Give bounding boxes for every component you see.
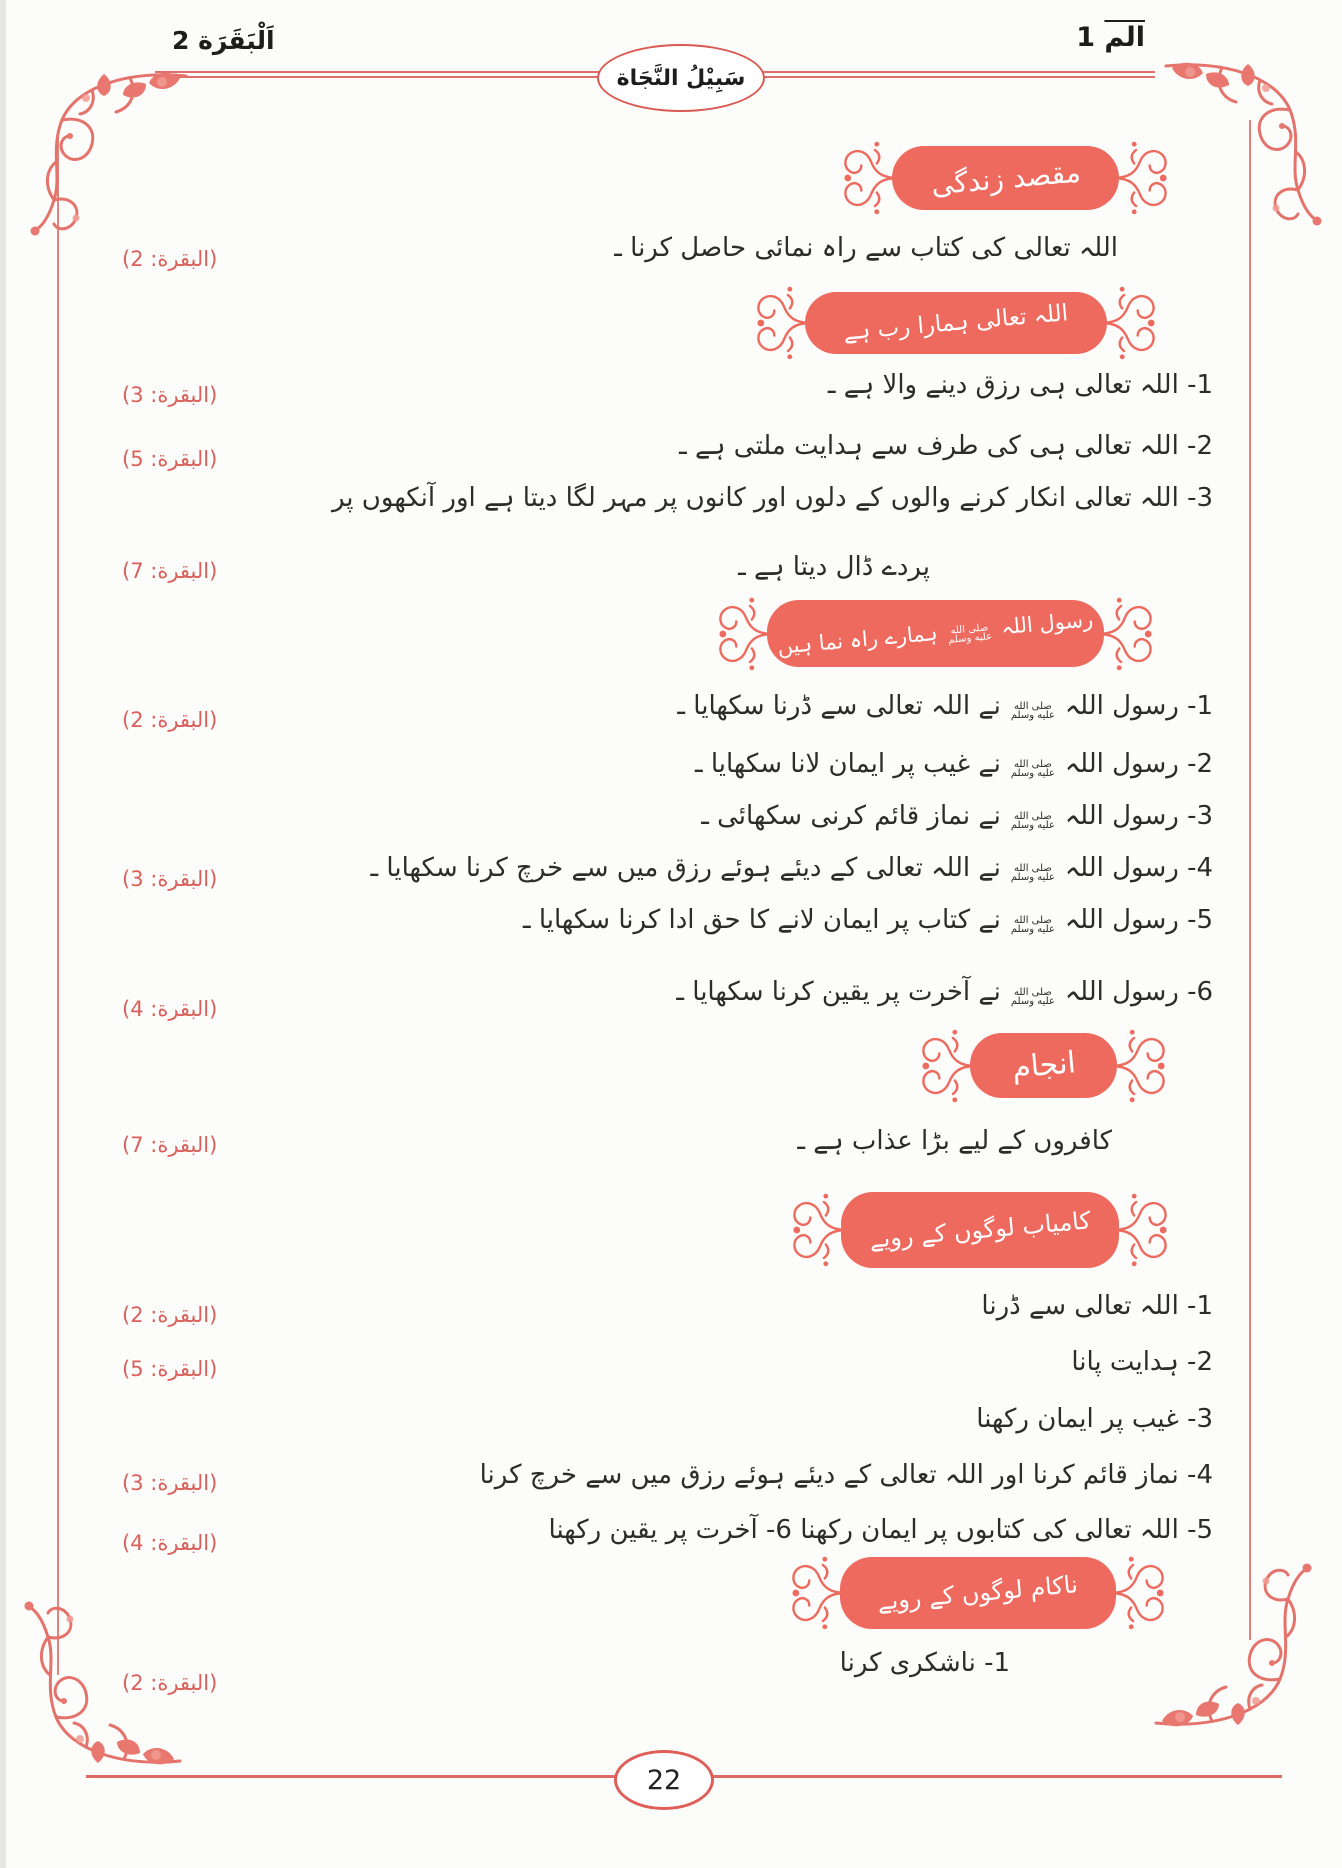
line-text: 4- نماز قائم کرنا اور اللہ تعالی کے دیئے ہوئے رزق میں سے خرچ کرنا (479, 1460, 1213, 1490)
section-heading: ناکام لوگوں کے رویے (876, 1570, 1080, 1616)
text-line (828, 365, 1213, 405)
line-text: اللہ تعالی کی کتاب سے راہ نمائی حاصل کرنا ـ (614, 233, 1118, 263)
verse-ref: (البقرة: 3) (122, 383, 218, 407)
honorific-mark: صلى الله عليه وسلم (1010, 987, 1055, 1007)
floral-corner-icon (1152, 1548, 1312, 1733)
text-line (738, 547, 930, 587)
line-text: 5- رسول اللہ (1064, 905, 1213, 935)
frame-border-right (1249, 120, 1251, 1640)
flourish-icon (1111, 130, 1169, 226)
text-line (840, 1643, 1010, 1683)
section-badge-purpose-of-life (892, 146, 1119, 210)
line-text: 2- ہدایت پانا (1071, 1347, 1213, 1377)
text-line (614, 228, 1118, 268)
line-text: 1- رسول اللہ (1064, 691, 1213, 721)
text-line (676, 972, 1213, 1012)
verse-ref: (البقرة: 5) (122, 447, 218, 471)
honorific-mark: صلى الله عليه وسلم (1010, 915, 1055, 935)
verse-ref: (البقرة: 3) (122, 1471, 218, 1495)
floral-corner-icon (1162, 56, 1322, 241)
verse-ref: (البقرة: 5) (122, 1357, 218, 1381)
verse-ref: (البقرة: 4) (122, 997, 218, 1021)
line-text: نے اللہ تعالی سے ڈرنا سکھایا ـ (677, 691, 1001, 721)
honorific-mark: صلى الله عليه وسلم (1010, 759, 1055, 779)
line-text: 6- رسول اللہ (1064, 977, 1213, 1007)
section-heading: مقصد زندگی (929, 155, 1082, 201)
flourish-icon (1111, 1182, 1169, 1278)
verse-ref: (البقرة: 2) (122, 1303, 218, 1327)
text-line (677, 686, 1213, 726)
verse-ref: (البقرة: 2) (122, 1671, 218, 1695)
flourish-icon (1108, 1545, 1166, 1641)
scan-edge-shadow (0, 0, 6, 1868)
section-badge-failed-people (840, 1557, 1116, 1629)
flourish-icon (1099, 275, 1157, 371)
juz-number: 1 (1076, 22, 1096, 53)
text-line (371, 848, 1213, 888)
flourish-icon (1109, 1018, 1167, 1114)
section-heading: کامیاب لوگوں کے رویے (868, 1206, 1092, 1254)
honorific-mark: صلى الله عليه وسلم (1010, 701, 1055, 721)
text-line (549, 1510, 1213, 1550)
verse-ref: (البقرة: 3) (122, 867, 218, 891)
page-number: 22 (646, 1764, 682, 1796)
running-head-juz (1076, 22, 1145, 53)
line-text: 1- اللہ تعالی سے ڈرنا (981, 1291, 1213, 1321)
frame-border-left (57, 130, 59, 1675)
verse-ref: (البقرة: 2) (122, 708, 218, 732)
verse-ref: (البقرة: 7) (122, 559, 218, 583)
flourish-icon (1096, 586, 1154, 682)
line-text: نے نماز قائم کرنی سکھائی ـ (701, 801, 1001, 831)
heading-part: رسول اللہ (1000, 607, 1095, 640)
line-text: 2- اللہ تعالی ہی کی طرف سے ہدایت ملتی ہے ـ (679, 431, 1213, 461)
section-badge-outcome (970, 1033, 1117, 1098)
line-text: نے اللہ تعالی کے دیئے ہوئے رزق میں سے خرچ کرنا سکھایا ـ (370, 853, 1001, 883)
text-line (695, 744, 1213, 784)
section-heading: انجام (1010, 1045, 1077, 1086)
line-text: 1- ناشکری کرنا (839, 1648, 1010, 1678)
section-heading (777, 607, 1095, 660)
section-badge-messenger-our-guide (767, 600, 1104, 667)
verse-ref: (البقرة: 4) (122, 1531, 218, 1555)
line-text: 1- اللہ تعالی ہی رزق دینے والا ہے ـ (827, 370, 1213, 400)
text-line (332, 478, 1213, 518)
running-head-surah (172, 26, 275, 55)
line-text: نے آخرت پر یقین کرنا سکھایا ـ (676, 977, 1001, 1007)
heading-part: ہمارے راہ نما ہیں (776, 620, 939, 659)
line-text: نے غیب پر ایمان لانا سکھایا ـ (694, 749, 1001, 779)
line-text: پردے ڈال دیتا ہے ـ (738, 552, 930, 582)
text-line (976, 1399, 1213, 1439)
line-text: 3- اللہ تعالی انکار کرنے والوں کے دلوں اور کانوں پر مہر لگا دیتا ہے اور آنکھوں پر (331, 483, 1213, 513)
juz-name: الم (1104, 22, 1145, 53)
text-line (480, 1455, 1213, 1495)
line-text: 3- رسول اللہ (1064, 801, 1213, 831)
text-line (797, 1121, 1112, 1161)
line-text: 2- رسول اللہ (1064, 749, 1213, 779)
line-text: 4- رسول اللہ (1064, 853, 1213, 883)
line-text: نے کتاب پر ایمان لانے کا حق ادا کرنا سکھایا ـ (522, 905, 1001, 935)
line-text: 5- اللہ تعالی کی کتابوں پر ایمان رکھنا 6- آخرت پر یقین رکھنا (548, 1515, 1213, 1545)
honorific-mark: صلى الله عليه وسلم (1010, 863, 1055, 883)
text-line (523, 900, 1213, 940)
line-text: 3- غیب پر ایمان رکھنا (976, 1404, 1213, 1434)
line-text: کافروں کے لیے بڑا عذاب ہے ـ (797, 1126, 1112, 1156)
section-heading: اللہ تعالی ہمارا رب ہے (842, 300, 1070, 346)
verse-ref: (البقرة: 7) (122, 1133, 218, 1157)
surah-number: 2 (172, 26, 190, 55)
text-line (679, 426, 1213, 466)
page-number-oval (614, 1750, 714, 1810)
verse-ref: (البقرة: 2) (122, 247, 218, 271)
floral-corner-icon (30, 66, 190, 251)
book-title: سَبِيْلُ النَّجَاة (616, 65, 746, 91)
honorific-mark: صلى الله عليه وسلم (1010, 811, 1055, 831)
surah-name: اَلْبَقَرَة (198, 26, 275, 55)
honorific-mark: صلى الله عليه وسلم (947, 622, 993, 646)
text-line (981, 1286, 1213, 1326)
text-line (1071, 1342, 1213, 1382)
section-badge-allah-is-our-lord (805, 292, 1107, 354)
text-line (701, 796, 1213, 836)
book-title-oval (597, 44, 765, 112)
section-badge-successful-people (841, 1192, 1119, 1268)
